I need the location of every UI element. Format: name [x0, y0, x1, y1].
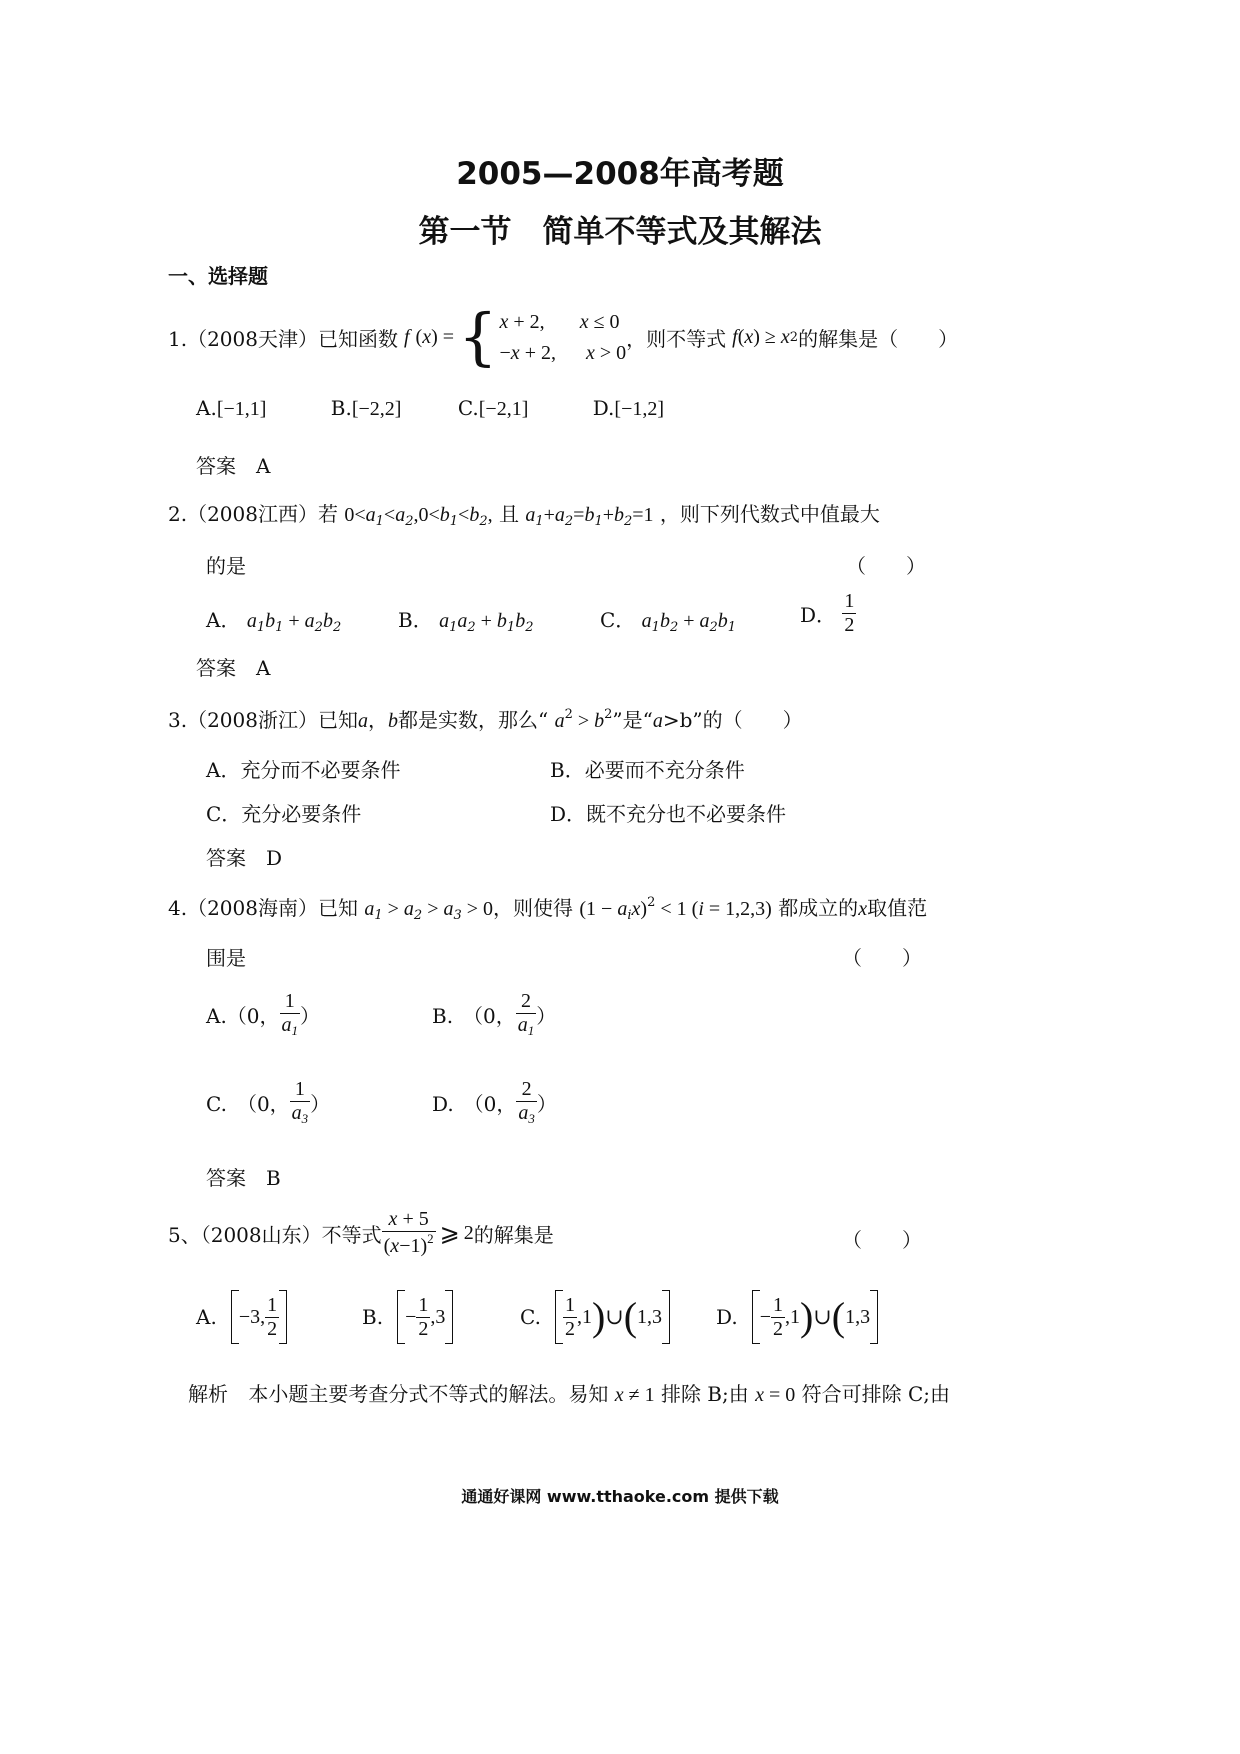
section-heading: 一、选择题: [168, 264, 268, 288]
q1-options: [196, 396, 664, 421]
q4-option-b: B. （0， $\frac{2}{a_1}$ ）: [432, 990, 557, 1038]
q5-option-a: A. −3, $\frac{1}{2}$: [196, 1290, 287, 1344]
section-title: 第一节 简单不等式及其解法: [418, 214, 822, 250]
q4-answer: 答案 B: [206, 1166, 281, 1190]
q1-answer: 答案 A: [196, 454, 271, 478]
q5-analysis: 解析 本小题主要考查分式不等式的解法。易知 x ≠ 1 排除 B;由 x = 0 符合可排除 C;由: [188, 1382, 951, 1406]
question-5: 5、（2008山东）不等式 $\frac{x + 5}{(x-1)^2}$ ⩾ 2 的解集是: [168, 1208, 554, 1257]
q2-prefix: 2.（2008江西）若: [168, 502, 338, 526]
q1-mid: ，则不等式: [626, 326, 727, 351]
q5-paren: （ ）: [842, 1228, 922, 1252]
page-footer: 通通好课网 www.tthaoke.com 提供下载: [461, 1487, 779, 1506]
q2-suffix: ，则下列代数式中值最大: [659, 502, 880, 526]
q5-prefix: 5、（2008山东）不等式: [168, 1222, 382, 1247]
q3-option-c: C．充分必要条件: [206, 802, 362, 826]
q3-option-b: B．必要而不充分条件: [550, 758, 745, 782]
question-2: 2.（2008江西）若 $0<a_1<a_2,0<b_1<b_2$, 且 $a_1+a_2=b_1+b_2=1$ ，则下列代数式中值最大: [168, 502, 880, 529]
q2-option-c: C． $a_1b_2 + a_2b_1$: [600, 608, 737, 635]
q2-line2: 的是: [206, 554, 246, 578]
q1-option-b: B.[−2,2]: [330, 396, 402, 420]
q2-paren: （ ）: [846, 554, 926, 578]
q2-mid: 且: [498, 502, 519, 526]
q4-option-a: A.（0， $\frac{1}{a_1}$ ）: [206, 990, 321, 1038]
q5-option-d: D. − $\frac{1}{2}$ ,1 ) ∪ ( 1,3: [716, 1290, 878, 1344]
q2-answer: 答案 A: [196, 656, 271, 680]
q4-option-c: C. （0， $\frac{1}{a_3}$ ）: [206, 1078, 331, 1126]
analysis-label: 解析: [188, 1382, 228, 1406]
q1-option-c: C.[−2,1]: [457, 396, 529, 420]
q5-option-b: B. − $\frac{1}{2}$ ,3: [362, 1290, 453, 1344]
q1-option-d: D.[−1,2]: [592, 396, 665, 420]
q4-option-d: D. （0， $\frac{2}{a_3}$ ）: [432, 1078, 557, 1126]
q5-option-c: C. $\frac{1}{2}$ ,1 ) ∪ ( 1,3: [520, 1290, 670, 1344]
q4-prefix: 4.（2008海南）已知: [168, 896, 358, 920]
q5-suffix: 的解集是: [473, 1222, 554, 1247]
q1-suffix: 的解集是（ ）: [798, 326, 959, 351]
q4-line2: 围是: [206, 946, 246, 970]
q3-option-d: D．既不充分也不必要条件: [550, 802, 787, 826]
q1-prefix: 1.（2008天津）已知函数: [168, 326, 398, 351]
question-3: 3.（2008浙江）已知a，b都是实数，那么“ $a^2 > b^2$”是“a>b”的（ ）: [168, 707, 803, 732]
page-title: 2005—2008年高考题: [456, 156, 784, 192]
q3-prefix: 3.（2008浙江）已知: [168, 708, 358, 732]
q1-option-a: A.[−1,1]: [196, 396, 267, 420]
q2-option-a: A． $a_1b_1 + a_2b_2$: [206, 608, 342, 635]
q3-option-a: A．充分而不必要条件: [206, 758, 401, 782]
q2-option-d: D． $\frac{1}{2}$: [800, 590, 855, 636]
q4-paren: （ ）: [842, 946, 922, 970]
question-4: 4.（2008海南）已知 $a_1 > a_2 > a_3 > 0$，则使得 $(1 - a_ix)^2 < 1$ (i = 1,2,3) 都成立的x取值范: [168, 895, 928, 923]
q2-option-b: B． $a_1a_2 + b_1b_2$: [398, 608, 534, 635]
question-1: 1.（2008天津）已知函数 f ( x ) = { x + 2, x ≤ 0 −x + 2, x > 0 ，则不等式 f ( x ) ≥ x 2 的解集是（ ）: [168, 300, 959, 373]
q3-answer: 答案 D: [206, 846, 283, 870]
